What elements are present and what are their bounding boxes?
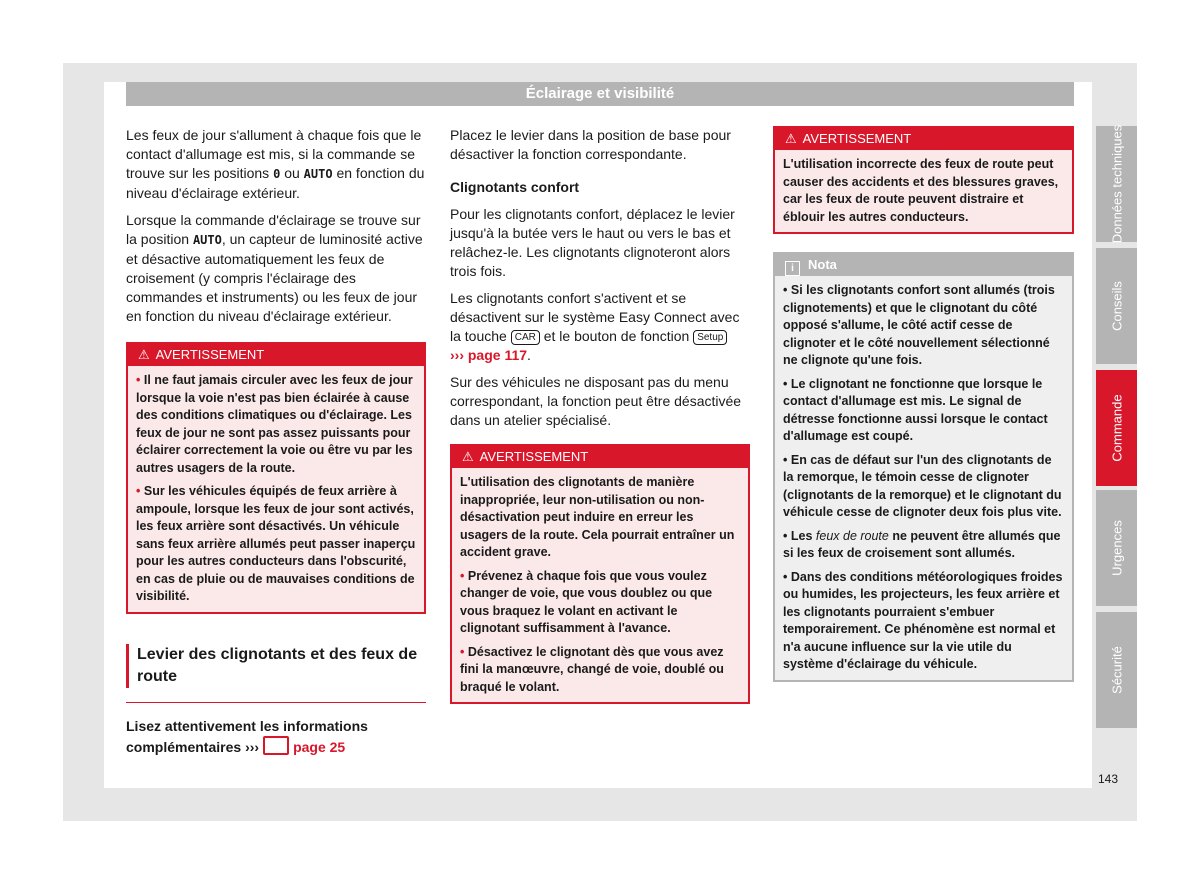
warning-header: ⚠ AVERTISSEMENT xyxy=(452,446,748,468)
warning-triangle-icon: ⚠ xyxy=(138,347,150,362)
warning-text: L'utilisation incorrecte des feux de route peut causer des accidents et des blessures graves, car les feux de route peuvent distraire et éblouir les autres conducteurs. xyxy=(783,157,1059,224)
warning-item: • Prévenez à chaque fois que vous voulez changer de voie, que vous doublez ou que vous braquez le volant en activant le clignotant suffisamment à l'avance. xyxy=(460,568,713,635)
warning-body xyxy=(128,366,424,612)
warning-header: ⚠ AVERTISSEMENT xyxy=(775,128,1072,150)
car-key: CAR xyxy=(511,330,540,345)
nota-item: • Si les clignotants confort sont allumés (trois clignotements) et que le clignotant du côté opposé s'allume, le côté actif cesse de clignoter et le côté nouvellement sélectionné ne clignote qu'une fois. xyxy=(783,283,1055,367)
page-header: Éclairage et visibilité xyxy=(126,82,1074,106)
position-0: 0 xyxy=(273,167,281,181)
paragraph-1: Les feux de jour s'allument à chaque fois que le contact d'allumage est mis, si la commande se trouve sur les positions 0 ou AUTO en fonction du niveau d'éclairage extérieur. xyxy=(126,127,425,201)
warning-triangle-icon: ⚠ xyxy=(462,449,474,464)
page-number: 143 xyxy=(1098,772,1119,786)
paragraph-easy-connect: Les clignotants confort s'activent et se désactivent sur le système Easy Connect avec la touche CAR et le bouton de fonction Setup ››› page 117. xyxy=(450,290,740,363)
paragraph-atelier: Sur des véhicules ne disposant pas du menu correspondant, la fonction peut être désactivée dans un atelier spécialisé. xyxy=(450,374,742,428)
warning-intro: L'utilisation des clignotants de manière inappropriée, leur non-utilisation ou non-désactivation peut induire en erreur les usagers de la route. Cela pourrait entraîner un accident grave. xyxy=(460,475,735,559)
paragraph-base-position: Placez le levier dans la position de base pour désactiver la fonction correspondante. xyxy=(450,127,731,162)
bullet-icon: • xyxy=(460,644,465,659)
tab-donnees-techniques[interactable]: Données techniques xyxy=(1096,126,1137,242)
read-more: Lisez attentivement les informations complémentaires ››› page 25 xyxy=(126,717,368,755)
warning-item: • Désactivez le clignotant dès que vous avez fini la manœuvre, changé de voie, doublé ou braqué le volant. xyxy=(460,644,724,694)
column-1 xyxy=(126,126,426,765)
nota-header: i Nota xyxy=(775,254,1072,276)
tab-conseils[interactable]: Conseils xyxy=(1096,248,1137,364)
nota-box xyxy=(773,252,1074,682)
tab-commande[interactable]: Commande xyxy=(1096,370,1137,486)
section-title: Levier des clignotants et des feux de route xyxy=(126,644,426,688)
tab-urgences[interactable]: Urgences xyxy=(1096,490,1137,606)
warning-body xyxy=(775,150,1072,232)
setup-key: Setup xyxy=(693,330,727,345)
warning-box-2 xyxy=(450,444,750,704)
column-2 xyxy=(450,126,750,704)
warning-triangle-icon: ⚠ xyxy=(785,131,797,146)
column-3 xyxy=(773,126,1074,682)
page-link-117[interactable]: ››› page 117 xyxy=(450,347,528,363)
nota-body xyxy=(775,276,1072,680)
section-heading xyxy=(126,644,426,703)
page-link[interactable]: page 25 xyxy=(293,738,346,755)
tab-securite[interactable]: Sécurité xyxy=(1096,612,1137,728)
bullet-icon: • xyxy=(460,568,465,583)
position-auto-2: AUTO xyxy=(192,233,222,247)
paragraph-confort: Pour les clignotants confort, déplacez le levier jusqu'à la butée vers le haut ou vers le bas et relâchez-le. Les clignotants clignoteront alors trois fois. xyxy=(450,206,735,279)
warning-body xyxy=(452,468,748,702)
bullet-icon: • xyxy=(136,373,141,387)
nota-item: • Dans des conditions météorologiques froides ou humides, les projecteurs, les feux arrière et les clignotants pourraient s'embuer temporairement. Ce phénomène est normal et n'a aucune influence sur la vie utile du système d'éclairage du véhicule. xyxy=(783,569,1063,671)
nota-item: • En cas de défaut sur l'un des clignotants de la remorque, le témoin cesse de clignoter (clignotants de la remorque) et le clignotant du véhicule cesse de clignoter deux fois plus vite. xyxy=(783,452,1062,519)
warning-item: • Sur les véhicules équipés de feux arrière à ampoule, lorsque les feux de jour sont activés, les feux arrière sont désactivés. Un véhicule sans feux arrière allumés peut passer inaperçu pour les autres conducteurs dans l'obscurité, en cas de pluie ou de mauvaises conditions de visibilité. xyxy=(136,484,416,603)
warning-box-1 xyxy=(126,342,426,614)
info-icon: i xyxy=(785,261,800,276)
book-reference-icon xyxy=(263,736,289,755)
nota-item: • Le clignotant ne fonctionne que lorsque le contact d'allumage est mis. Le signal de détresse fonctionne aussi lorsque le contact d'allumage est coupé. xyxy=(783,376,1048,443)
warning-item: • Il ne faut jamais circuler avec les feux de jour lorsque la voie n'est pas bien éclairée à cause des conditions climatiques ou d'éclairage. Les feux de jour ne sont pas assez puissants pour éclairer correctement la voie ou être vu par les autres usagers de la route. xyxy=(136,373,413,475)
bullet-icon: • xyxy=(136,484,141,498)
subtitle-clignotants: Clignotants confort xyxy=(450,179,580,195)
warning-box-3 xyxy=(773,126,1074,234)
warning-header: ⚠ AVERTISSEMENT xyxy=(128,344,424,366)
position-auto: AUTO xyxy=(303,167,333,181)
paragraph-2: Lorsque la commande d'éclairage se trouve sur la position AUTO, un capteur de luminosité active et désactive automatiquement les feux de croisement (y compris l'éclairage des commandes et instruments) ou les feux de jour en fonction du niveau d'éclairage extérieur. xyxy=(126,212,423,324)
nota-item: • Les feux de route ne peuvent être allumés que si les feux de croisement sont allumés. xyxy=(783,528,1061,560)
